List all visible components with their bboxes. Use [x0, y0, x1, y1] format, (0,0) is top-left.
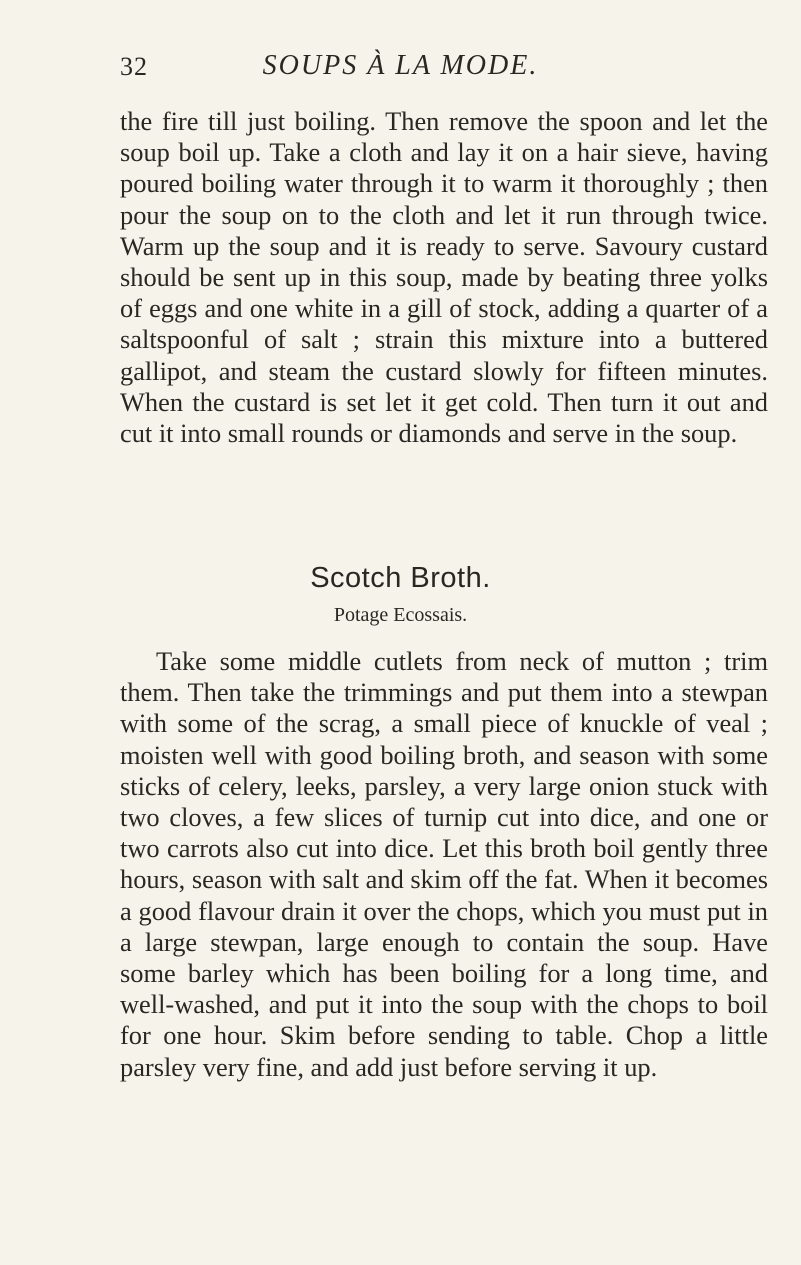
recipe-paragraph: Take some middle cutlets from neck of mutton ; trim them. Then take the trimmings and put them into a stewpan with some of the scrag, a small piece of knuckle of veal ; moisten well with good boiling broth, and season with some sticks of celery, leeks, parsley, a very large onion stuck with two cloves, a few slices of turnip cut into dice, and one or two carrots also cut into dice. Let this broth boil gently three hours, season with salt and skim off the fat. When it becomes a good flavour drain it over the chops, which you must put in a large stewpan, large enough to contain the soup. Have some barley which has been boiling for a long time, and well-washed, and put it into the soup with the chops to boil for one hour. Skim before sending to table. Chop a little parsley very fine, and add just before serving it up.: [120, 646, 768, 1082]
page-header: [0, 50, 801, 90]
recipe-subtitle: Potage Ecossais.: [333, 604, 468, 626]
continued-paragraph: the fire till just boiling. Then remove the spoon and let the soup boil up. Take a cloth and lay it on a hair sieve, having poured boiling water through it to warm it thoroughly ; then pour the soup on to the cloth and let it run through twice. Warm up the soup and it is ready to serve. Savoury custard should be sent up in this soup, made by beating three yolks of eggs and one white in a gill of stock, adding a quarter of a saltspoonful of salt ; strain this mixture into a buttered gallipot, and steam the custard slowly for fifteen minutes. When the custard is set let it get cold. Then turn it out and cut it into small rounds or diamonds and serve in the soup.: [120, 106, 768, 449]
recipe-title: Scotch Broth.: [310, 562, 491, 594]
page-number: 32: [120, 52, 148, 81]
running-title: SOUPS À LA MODE.: [262, 50, 539, 81]
